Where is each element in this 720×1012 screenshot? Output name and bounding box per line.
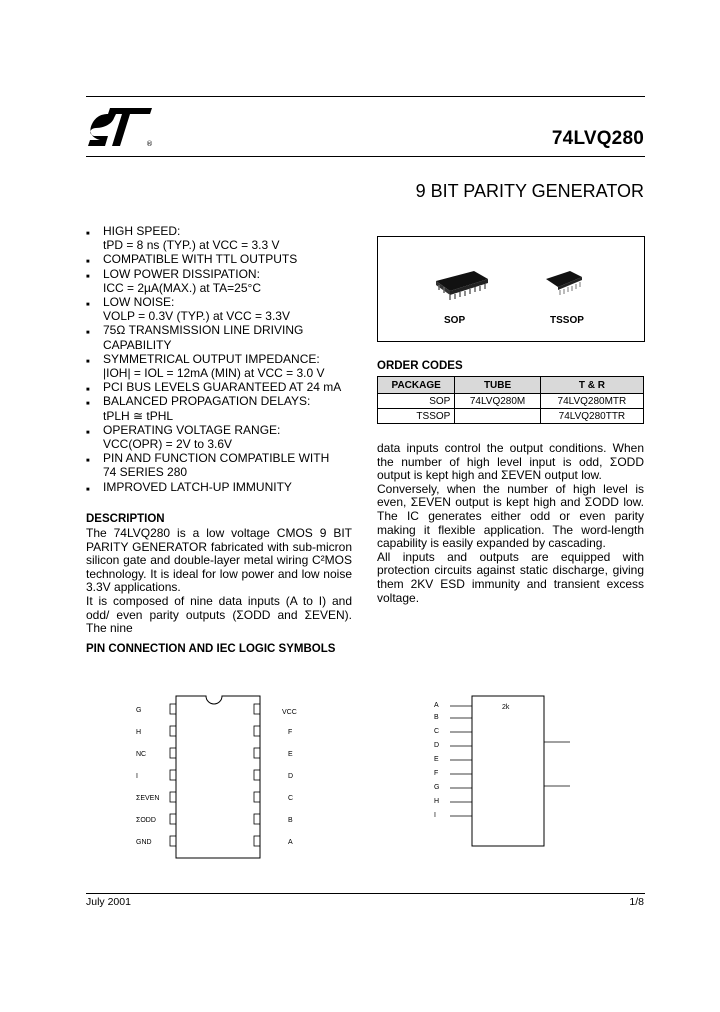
iec-labels bbox=[428, 690, 608, 860]
footer-page: 1/8 bbox=[629, 896, 644, 908]
title-rule bbox=[86, 156, 645, 157]
pin-label: VCC bbox=[282, 709, 297, 716]
pin-label: GND bbox=[136, 839, 152, 846]
table-cell: 74LVQ280M bbox=[455, 394, 540, 409]
pin-label: B bbox=[288, 817, 293, 824]
table-header-row bbox=[378, 377, 644, 394]
description-paragraph: The 74LVQ280 is a low voltage CMOS 9 BIT PARITY GENERATOR fabricated with sub-micron silicon gate and double-layer metal wiring C²MOS technology. It is ideal for low power and low noise 3.3V applications. bbox=[86, 526, 352, 595]
pin-label: E bbox=[288, 751, 293, 758]
feature-item: ■ IMPROVED LATCH-UP IMMUNITY bbox=[86, 479, 292, 494]
sop-package-image bbox=[430, 263, 494, 303]
order-codes-title: ORDER CODES bbox=[377, 360, 463, 372]
description-title: DESCRIPTION bbox=[86, 513, 165, 525]
pin-labels bbox=[130, 690, 320, 870]
column-header: T & R bbox=[540, 377, 643, 394]
pin-label: D bbox=[288, 773, 294, 780]
feature-item: ■ PIN AND FUNCTION COMPATIBLE WITH 74 SERIES 280 bbox=[86, 451, 330, 480]
table-cell: 74LVQ280TTR bbox=[540, 409, 643, 424]
pin-label: G bbox=[136, 707, 142, 714]
pin-label: NC bbox=[136, 751, 147, 758]
tssop-package-image bbox=[542, 265, 586, 299]
description-paragraph: Conversely, when the number of high level is even, ΣEVEN output is kept high and ΣODD low. The IC generates either odd or even parity making it flexible application. The word-length capability is easily expanded by cascading. bbox=[377, 481, 644, 551]
tssop-label: TSSOP bbox=[550, 315, 584, 326]
iec-block-label: 2k bbox=[502, 704, 510, 711]
pin-label: F bbox=[288, 729, 293, 736]
table-cell: 74LVQ280MTR bbox=[540, 394, 643, 409]
pin-label: ΣEVEN bbox=[136, 795, 160, 802]
iec-input-label: A bbox=[434, 702, 439, 709]
feature-item: ■ COMPATIBLE WITH TTL OUTPUTS bbox=[86, 252, 298, 267]
feature-item: ■ 75Ω TRANSMISSION LINE DRIVING CAPABILITY bbox=[86, 323, 304, 352]
iec-input-label: D bbox=[434, 742, 440, 749]
footer-rule bbox=[86, 893, 645, 894]
st-logo bbox=[86, 104, 156, 150]
features-list bbox=[86, 224, 366, 494]
description-right-column bbox=[377, 442, 644, 605]
description-left-column bbox=[86, 527, 352, 636]
iec-input-label: C bbox=[434, 728, 440, 735]
iec-input-label: B bbox=[434, 714, 439, 721]
iec-input-label: H bbox=[434, 798, 440, 805]
package-box bbox=[377, 236, 645, 342]
iec-input-label: E bbox=[434, 756, 439, 763]
footer-date: July 2001 bbox=[86, 896, 131, 908]
table-cell bbox=[455, 409, 540, 424]
table-row bbox=[378, 394, 644, 409]
svg-text:®: ® bbox=[146, 140, 153, 148]
pin-label: C bbox=[288, 795, 294, 802]
pin-label: H bbox=[136, 729, 142, 736]
table-cell: SOP bbox=[378, 394, 455, 409]
top-rule bbox=[86, 96, 645, 97]
sop-label: SOP bbox=[444, 315, 466, 326]
pin-label: ΣODD bbox=[136, 817, 156, 824]
description-paragraph: All inputs and outputs are equipped with protection circuits against static discharge, giving them 2KV ESD immunity and transient excess voltage. bbox=[377, 549, 644, 605]
pin-label: I bbox=[136, 773, 138, 780]
iec-input-label: G bbox=[434, 784, 440, 791]
pin-label: A bbox=[288, 839, 293, 846]
iec-input-label: F bbox=[434, 770, 439, 777]
description-paragraph: data inputs control the output conditions. When the number of high level input is odd, ΣODD output is kept high and ΣEVEN output low. bbox=[377, 441, 644, 483]
feature-item: ■ HIGH SPEED: tPD = 8 ns (TYP.) at VCC = 3.3 V bbox=[86, 224, 280, 253]
description-paragraph: It is composed of nine data inputs (A to I) and odd/ even parity outputs (ΣODD and ΣEVEN). The nine bbox=[86, 593, 352, 636]
iec-input-label: I bbox=[434, 812, 436, 819]
pin-section-title: PIN CONNECTION AND IEC LOGIC SYMBOLS bbox=[86, 643, 336, 655]
feature-item: ■ PCI BUS LEVELS GUARANTEED AT 24 mA bbox=[86, 380, 342, 395]
column-header: PACKAGE bbox=[378, 377, 455, 394]
table-row bbox=[378, 409, 644, 424]
order-codes-table bbox=[377, 376, 644, 424]
column-header: TUBE bbox=[455, 377, 540, 394]
feature-item: ■ SYMMETRICAL OUTPUT IMPEDANCE: |IOH| = IOL = 12mA (MIN) at VCC = 3.0 V bbox=[86, 351, 325, 381]
feature-item: ■ OPERATING VOLTAGE RANGE: VCC(OPR) = 2V to 3.6V bbox=[86, 422, 281, 452]
feature-item: ■ LOW POWER DISSIPATION: ICC = 2µA(MAX.) at TA=25°C bbox=[86, 266, 261, 295]
product-title: 9 BIT PARITY GENERATOR bbox=[415, 181, 644, 201]
feature-item: ■ BALANCED PROPAGATION DELAYS: tPLH ≅ tPHL bbox=[86, 394, 311, 423]
part-number: 74LVQ280 bbox=[551, 128, 644, 149]
feature-item: ■ LOW NOISE: VOLP = 0.3V (TYP.) at VCC = 3.3V bbox=[86, 295, 290, 324]
table-cell: TSSOP bbox=[378, 409, 455, 424]
